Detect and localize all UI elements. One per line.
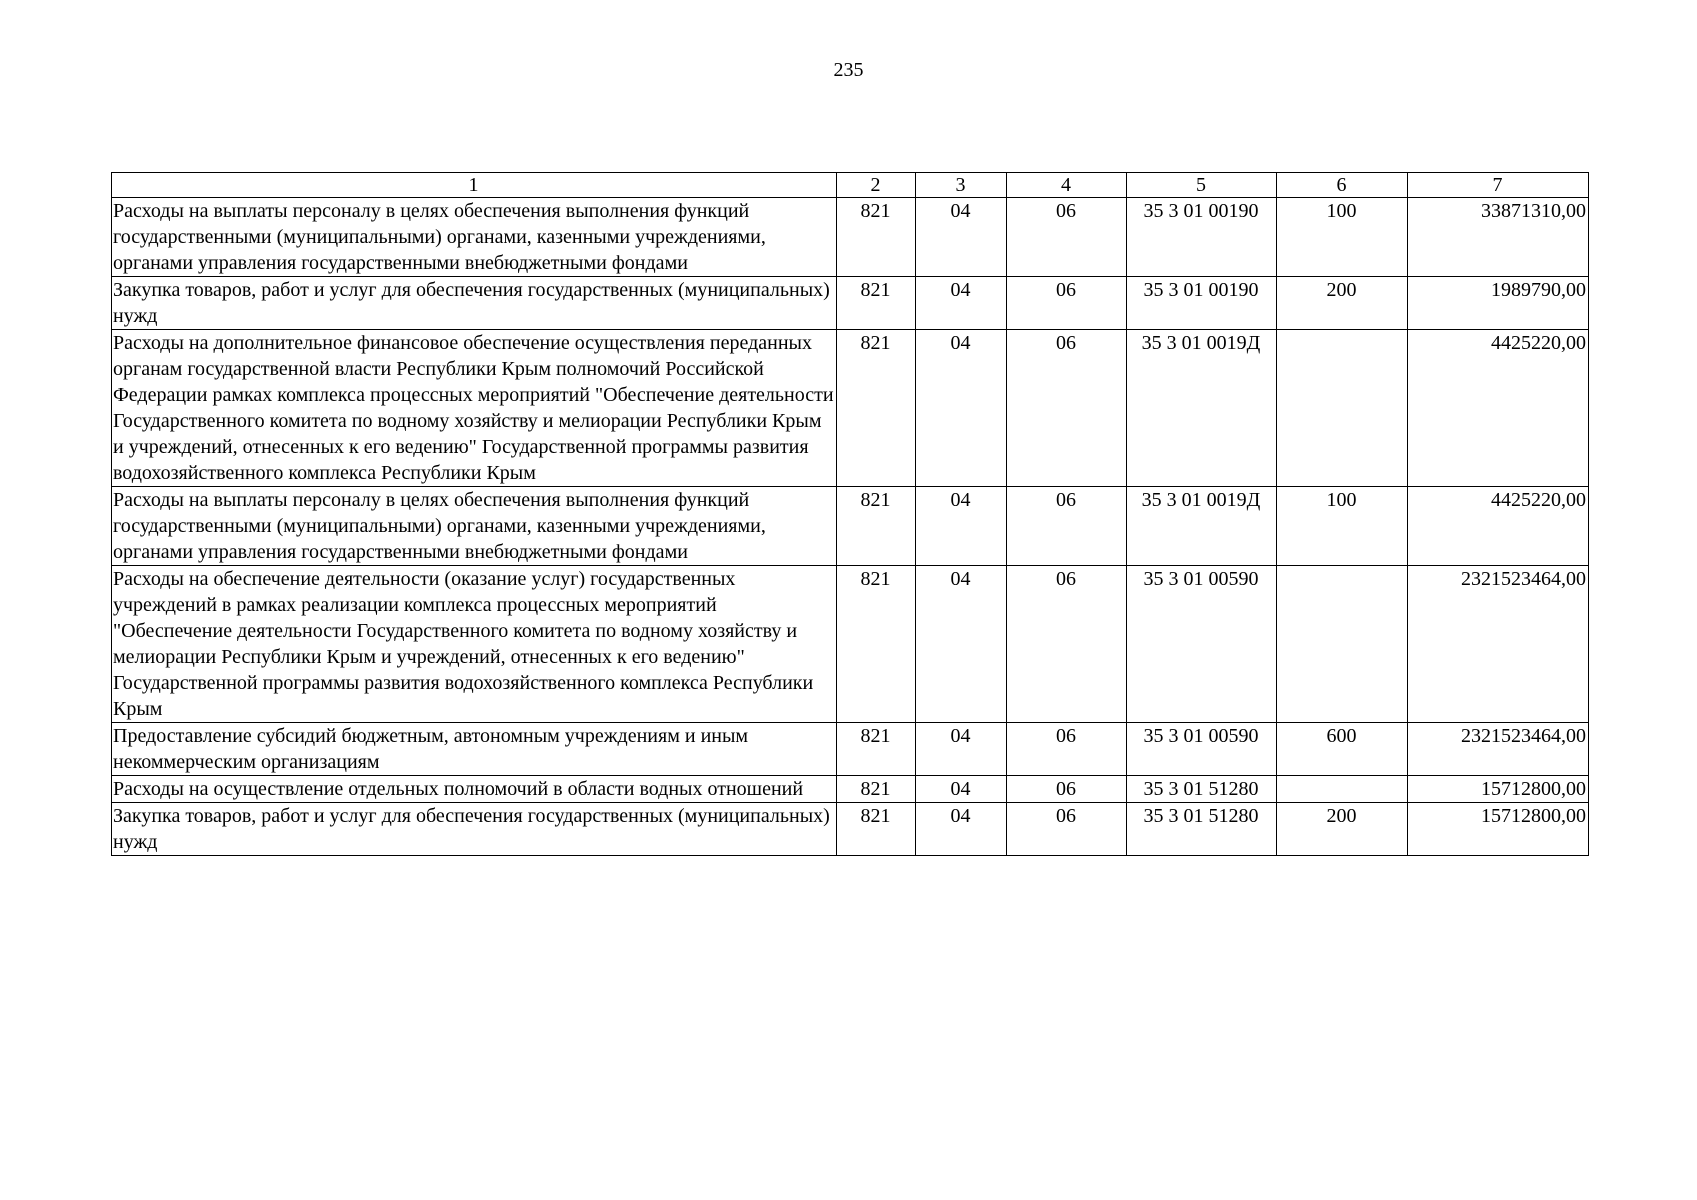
subsection-code: 06 xyxy=(1007,566,1127,723)
expense-type-code: 200 xyxy=(1277,803,1408,856)
expense-type-code xyxy=(1277,330,1408,487)
target-article-code: 35 3 01 0019Д xyxy=(1127,330,1277,487)
table-row xyxy=(112,566,1589,723)
section-code: 04 xyxy=(916,566,1007,723)
table-row xyxy=(112,198,1589,277)
row-amount: 33871310,00 xyxy=(1408,198,1589,277)
column-header: 7 xyxy=(1408,173,1589,198)
row-amount: 2321523464,00 xyxy=(1408,566,1589,723)
expense-type-code: 100 xyxy=(1277,487,1408,566)
column-header: 1 xyxy=(112,173,837,198)
column-header: 6 xyxy=(1277,173,1408,198)
table-row xyxy=(112,487,1589,566)
ministry-code: 821 xyxy=(837,330,916,487)
page-number: 235 xyxy=(833,59,864,81)
table-row xyxy=(112,723,1589,776)
section-code: 04 xyxy=(916,198,1007,277)
section-code: 04 xyxy=(916,776,1007,803)
budget-table xyxy=(111,172,1589,856)
subsection-code: 06 xyxy=(1007,723,1127,776)
table-row xyxy=(112,277,1589,330)
target-article-code: 35 3 01 0019Д xyxy=(1127,487,1277,566)
subsection-code: 06 xyxy=(1007,330,1127,487)
target-article-code: 35 3 01 00590 xyxy=(1127,566,1277,723)
subsection-code: 06 xyxy=(1007,803,1127,856)
row-description: Закупка товаров, работ и услуг для обеспечения государственных (муниципальных) нужд xyxy=(112,803,837,856)
ministry-code: 821 xyxy=(837,566,916,723)
row-amount: 15712800,00 xyxy=(1408,776,1589,803)
expense-type-code xyxy=(1277,566,1408,723)
table-row xyxy=(112,776,1589,803)
row-amount: 4425220,00 xyxy=(1408,330,1589,487)
row-description: Предоставление субсидий бюджетным, автономным учреждениям и иным некоммерческим организациям xyxy=(112,723,837,776)
row-description: Расходы на обеспечение деятельности (оказание услуг) государственных учреждений в рамках реализации комплекса процессных мероприятий "Обеспечение деятельности Государственного комитета по водному хозяйству и мелиорации Республики Крым и учреждений, отнесенных к его ведению" Государственной программы развития водохозяйственного комплекса Республики Крым xyxy=(112,566,837,723)
expense-type-code: 600 xyxy=(1277,723,1408,776)
expense-type-code: 200 xyxy=(1277,277,1408,330)
column-header: 5 xyxy=(1127,173,1277,198)
section-code: 04 xyxy=(916,723,1007,776)
target-article-code: 35 3 01 00590 xyxy=(1127,723,1277,776)
target-article-code: 35 3 01 00190 xyxy=(1127,198,1277,277)
expense-type-code: 100 xyxy=(1277,198,1408,277)
ministry-code: 821 xyxy=(837,277,916,330)
section-code: 04 xyxy=(916,277,1007,330)
target-article-code: 35 3 01 51280 xyxy=(1127,776,1277,803)
ministry-code: 821 xyxy=(837,723,916,776)
section-code: 04 xyxy=(916,803,1007,856)
row-description: Расходы на выплаты персоналу в целях обеспечения выполнения функций государственными (муниципальными) органами, казенными учреждениями, органами управления государственными внебюджетными фондами xyxy=(112,198,837,277)
ministry-code: 821 xyxy=(837,803,916,856)
row-amount: 15712800,00 xyxy=(1408,803,1589,856)
ministry-code: 821 xyxy=(837,487,916,566)
subsection-code: 06 xyxy=(1007,487,1127,566)
section-code: 04 xyxy=(916,330,1007,487)
header-row xyxy=(112,173,1589,198)
expense-type-code xyxy=(1277,776,1408,803)
row-amount: 2321523464,00 xyxy=(1408,723,1589,776)
target-article-code: 35 3 01 00190 xyxy=(1127,277,1277,330)
table-row xyxy=(112,330,1589,487)
ministry-code: 821 xyxy=(837,776,916,803)
row-description: Расходы на выплаты персоналу в целях обеспечения выполнения функций государственными (муниципальными) органами, казенными учреждениями, органами управления государственными внебюджетными фондами xyxy=(112,487,837,566)
table-row xyxy=(112,803,1589,856)
section-code: 04 xyxy=(916,487,1007,566)
column-header: 3 xyxy=(916,173,1007,198)
row-description: Закупка товаров, работ и услуг для обеспечения государственных (муниципальных) нужд xyxy=(112,277,837,330)
row-description: Расходы на осуществление отдельных полномочий в области водных отношений xyxy=(112,776,837,803)
column-header: 2 xyxy=(837,173,916,198)
ministry-code: 821 xyxy=(837,198,916,277)
row-amount: 4425220,00 xyxy=(1408,487,1589,566)
target-article-code: 35 3 01 51280 xyxy=(1127,803,1277,856)
row-description: Расходы на дополнительное финансовое обеспечение осуществления переданных органам государственной власти Республики Крым полномочий Российской Федерации рамках комплекса процессных мероприятий "Обеспечение деятельности Государственного комитета по водному хозяйству и мелиорации Республики Крым и учреждений, отнесенных к его ведению" Государственной программы развития водохозяйственного комплекса Республики Крым xyxy=(112,330,837,487)
subsection-code: 06 xyxy=(1007,198,1127,277)
subsection-code: 06 xyxy=(1007,277,1127,330)
column-header: 4 xyxy=(1007,173,1127,198)
subsection-code: 06 xyxy=(1007,776,1127,803)
row-amount: 1989790,00 xyxy=(1408,277,1589,330)
